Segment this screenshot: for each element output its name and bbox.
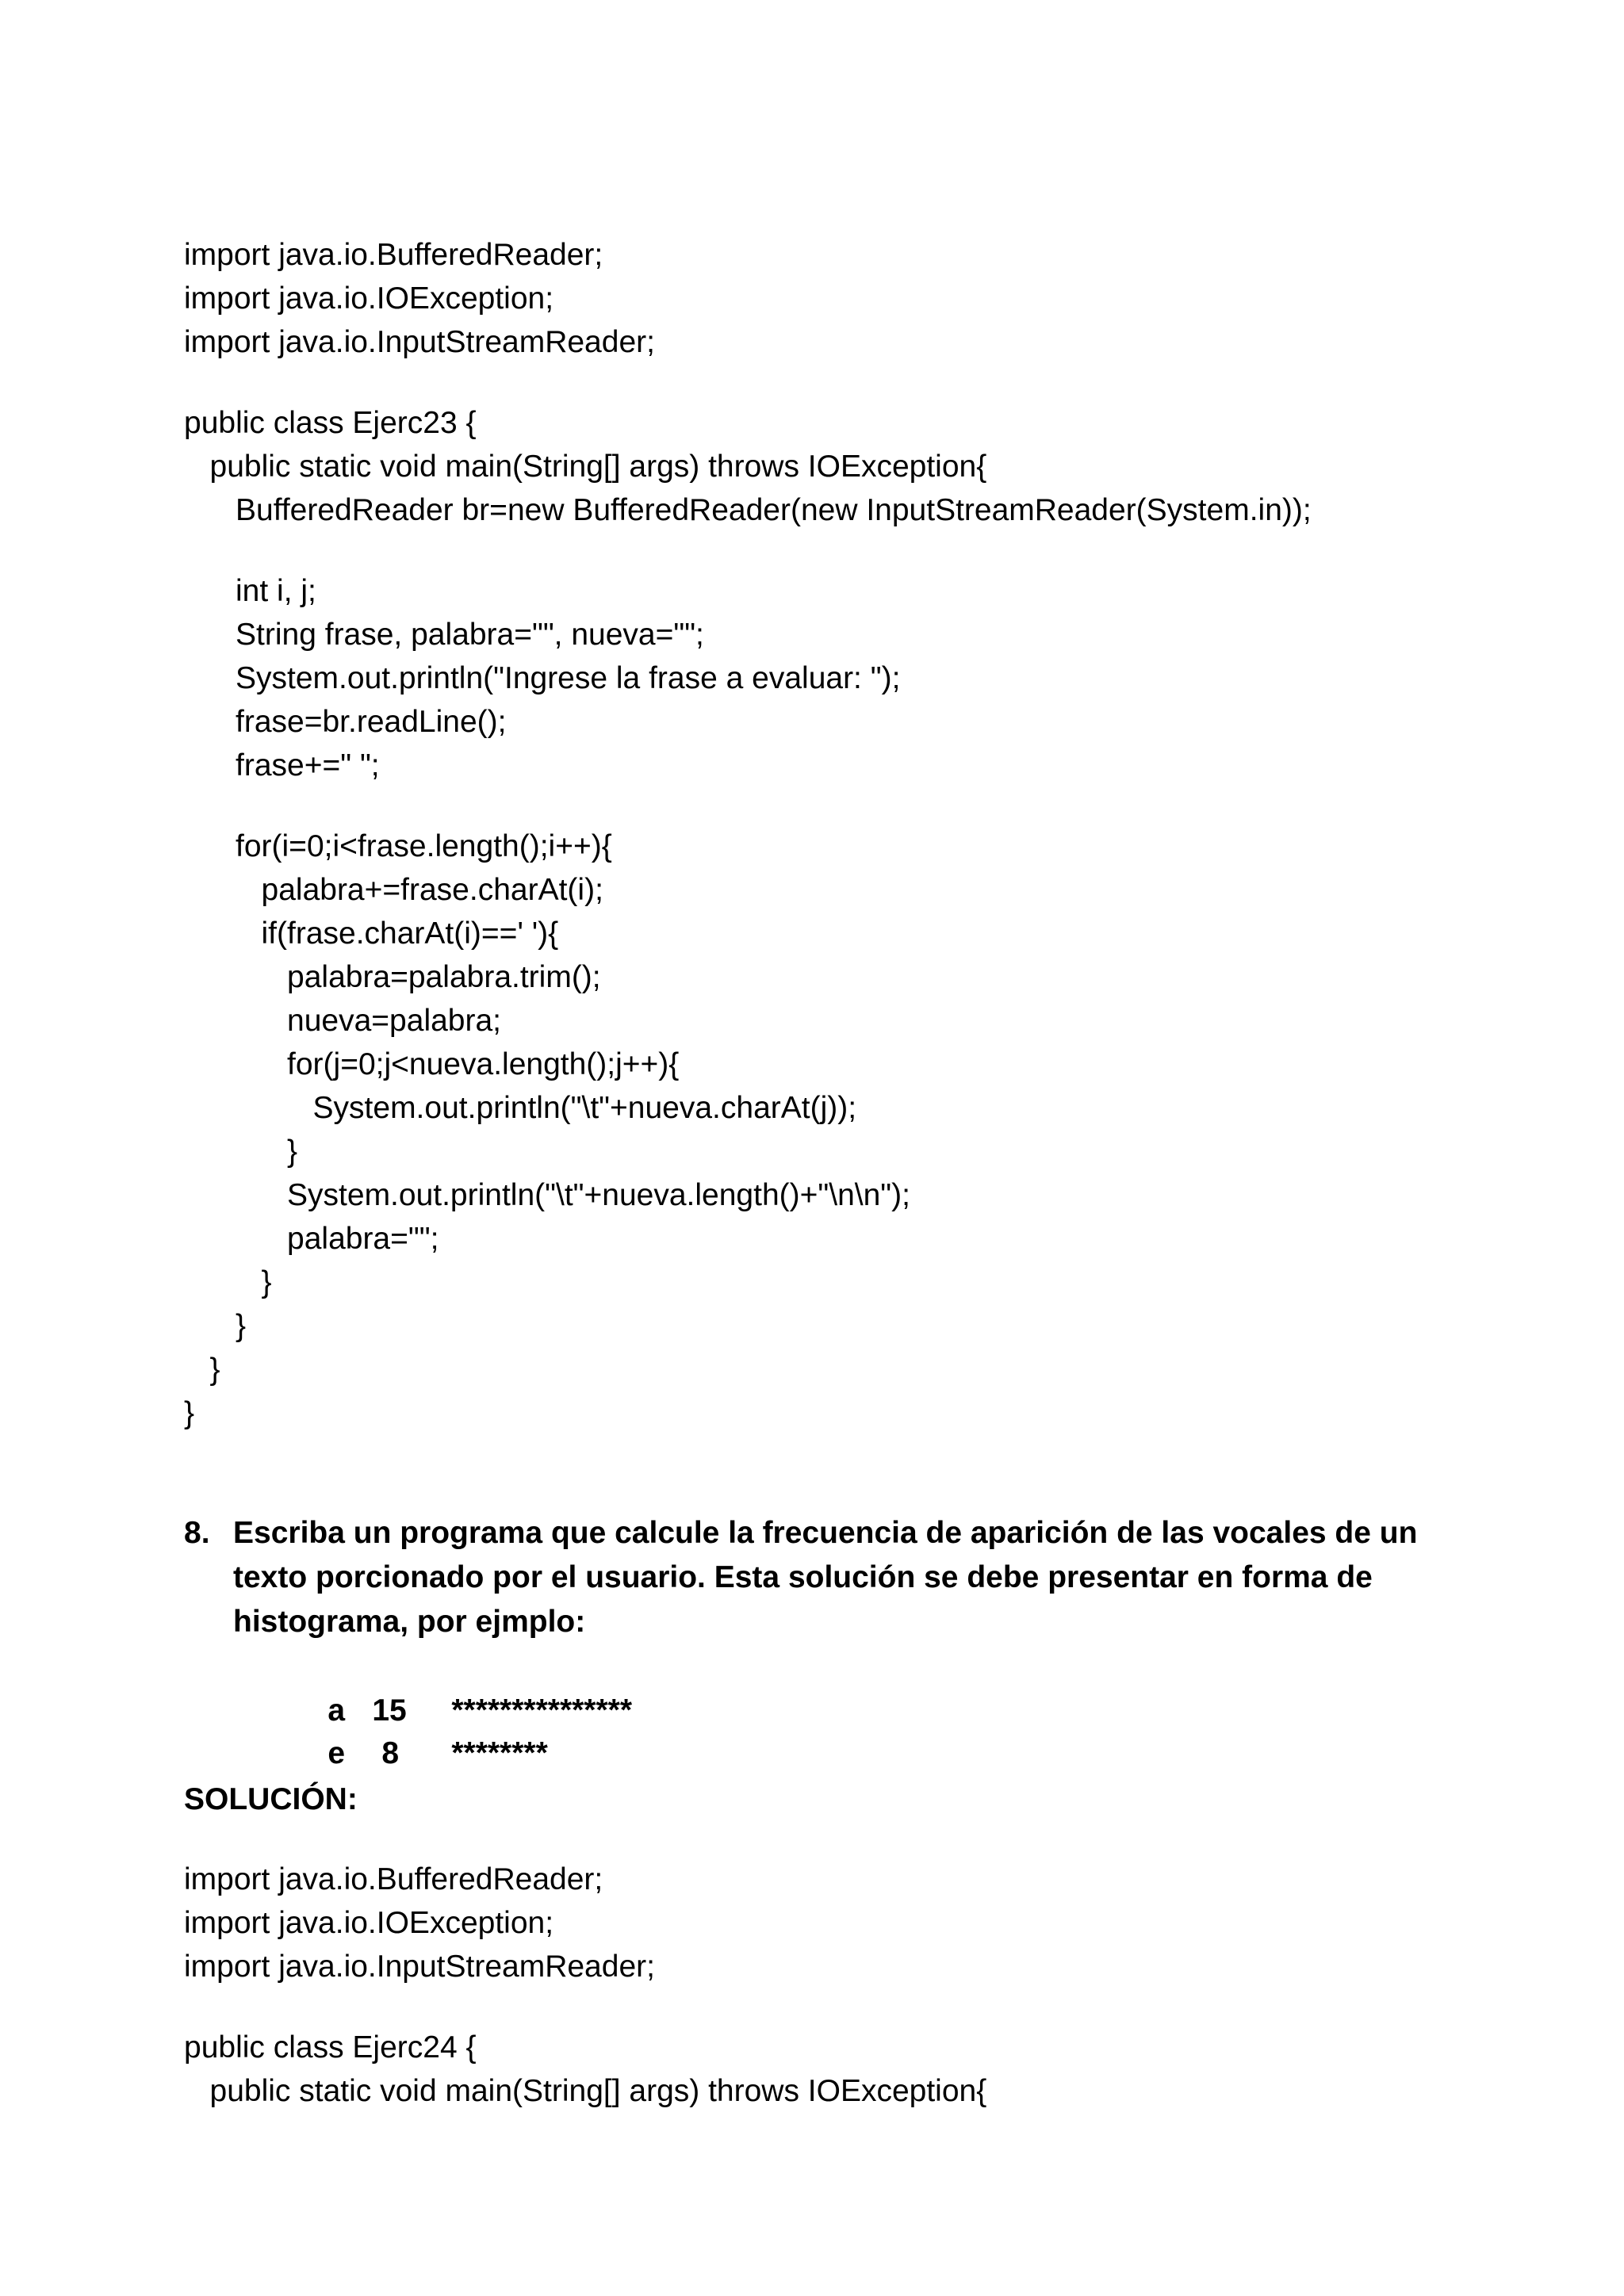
code-line: import java.io.InputStreamReader; — [184, 1950, 655, 1984]
code-line: } — [184, 1396, 195, 1430]
code-line: } — [184, 1135, 298, 1169]
code-line: public class Ejerc23 { — [184, 406, 477, 440]
code-line: import java.io.IOException; — [184, 281, 554, 316]
code-line: } — [184, 1309, 247, 1343]
code-line: public static void main(String[] args) throws IOException{ — [184, 450, 987, 484]
code-line: for(i=0;i<frase.length();i++){ — [184, 829, 612, 863]
exercise-question — [184, 1511, 1437, 1644]
histogram-count: 8 — [381, 1736, 400, 1770]
histogram-letter: e — [327, 1736, 346, 1770]
code-line: int i, j; — [184, 574, 316, 608]
code-line: palabra=palabra.trim(); — [184, 960, 601, 994]
code-line: BufferedReader br=new BufferedReader(new InputStreamReader(System.in)); — [184, 493, 1312, 527]
code-line: } — [184, 1353, 220, 1387]
code-line: String frase, palabra="", nueva=""; — [184, 618, 704, 652]
code-line: public static void main(String[] args) throws IOException{ — [184, 2074, 987, 2108]
code-block-ejerc23 — [184, 233, 1312, 1435]
code-line: System.out.println("Ingrese la frase a evaluar: "); — [184, 661, 901, 695]
code-line-blank — [184, 532, 1312, 569]
code-line: nueva=palabra; — [184, 1004, 501, 1038]
question-number: 8. — [184, 1516, 210, 1550]
code-line: import java.io.InputStreamReader; — [184, 325, 655, 359]
code-line: } — [184, 1265, 272, 1299]
code-line-blank — [184, 1988, 986, 2026]
code-line: System.out.println("\t"+nueva.length()+"\n\n"); — [184, 1178, 910, 1212]
code-line: palabra=""; — [184, 1222, 439, 1256]
code-line: System.out.println("\t"+nueva.charAt(j)); — [184, 1091, 857, 1125]
code-line: frase=br.readLine(); — [184, 705, 507, 739]
histogram-stars: *************** — [451, 1693, 633, 1728]
question-text: Escriba un programa que calcule la frecuencia de aparición de las vocales de un texto porcionado por el usuario. Esta solución se debe presentar en forma de histograma, por ejmplo: — [233, 1516, 1418, 1639]
code-line: import java.io.BufferedReader; — [184, 1862, 603, 1896]
code-line: public class Ejerc24 { — [184, 2030, 477, 2064]
code-line-blank — [184, 364, 1312, 401]
code-line: for(j=0;j<nueva.length();j++){ — [184, 1047, 680, 1081]
histogram-stars: ******** — [451, 1736, 548, 1770]
histogram-count: 15 — [372, 1693, 407, 1728]
solution-heading: SOLUCIÓN: — [184, 1782, 358, 1816]
code-line: import java.io.IOException; — [184, 1906, 554, 1940]
code-line: frase+=" "; — [184, 748, 380, 783]
histogram-letter: a — [327, 1693, 346, 1728]
code-block-ejerc24 — [184, 1858, 986, 2113]
code-line-blank — [184, 787, 1312, 825]
code-line: if(frase.charAt(i)==' '){ — [184, 916, 559, 951]
code-line: import java.io.BufferedReader; — [184, 238, 603, 272]
code-line: palabra+=frase.charAt(i); — [184, 873, 603, 907]
